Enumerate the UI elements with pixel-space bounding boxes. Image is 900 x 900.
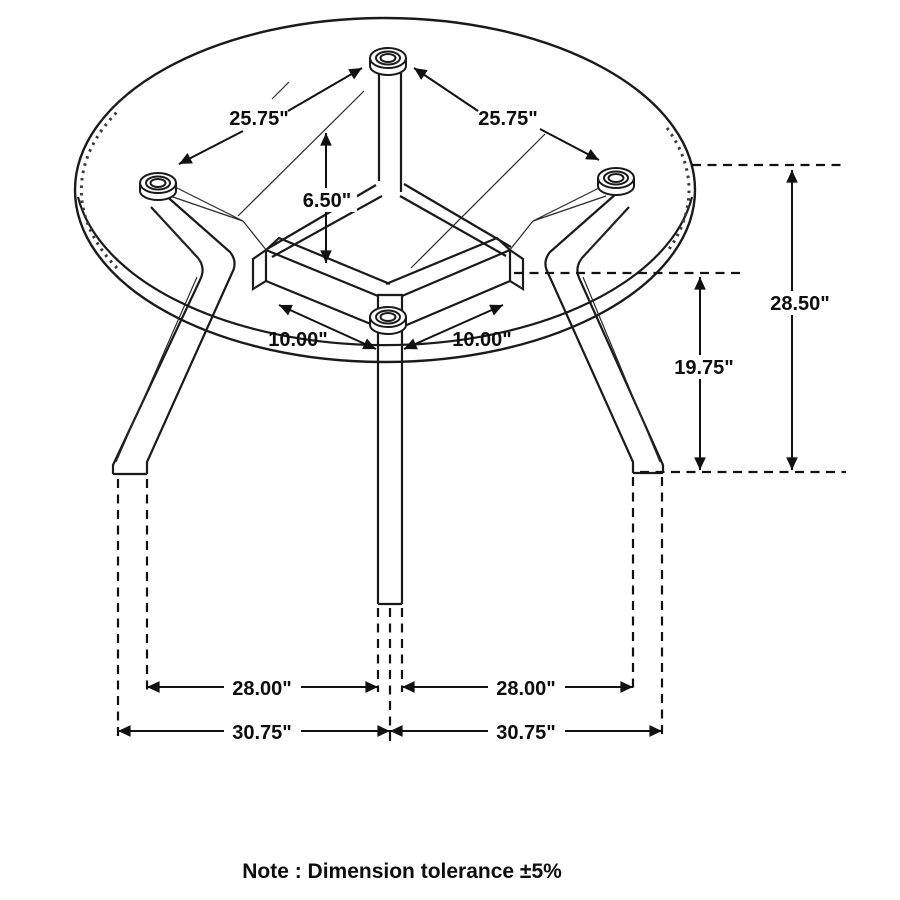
right-leg [545,193,663,473]
dim-label-feet-inner-left: 28.00" [232,678,292,700]
dim-label-feet-inner-right: 28.00" [496,678,556,700]
right-puck [598,168,634,195]
dim-label-puck-span-right: 25.75" [478,108,538,130]
dim-label-puck-span-left: 25.75" [229,108,289,130]
extension-lines [118,165,846,747]
right-brace [509,187,606,251]
left-puck [140,173,176,200]
center-leg [378,313,402,604]
dim-label-overall-height: 28.50" [770,293,830,315]
dim-label-stretcher-right: 10.00" [452,329,512,351]
table-base [113,73,663,604]
center-puck [370,307,406,334]
dim-label-feet-outer-left: 30.75" [232,722,292,744]
dim-label-riser-height: 6.50" [302,190,352,212]
dim-label-underframe-clearance: 19.75" [674,357,734,379]
dim-label-feet-outer-right: 30.75" [496,722,556,744]
dimension-lines [118,68,792,731]
glass-mount-pucks [140,48,634,334]
tolerance-note: Note : Dimension tolerance ±5% [242,860,562,883]
far-riser-post [379,73,401,192]
top-puck [370,48,406,75]
dim-label-stretcher-left: 10.00" [268,329,328,351]
dimension-labels [224,108,836,744]
